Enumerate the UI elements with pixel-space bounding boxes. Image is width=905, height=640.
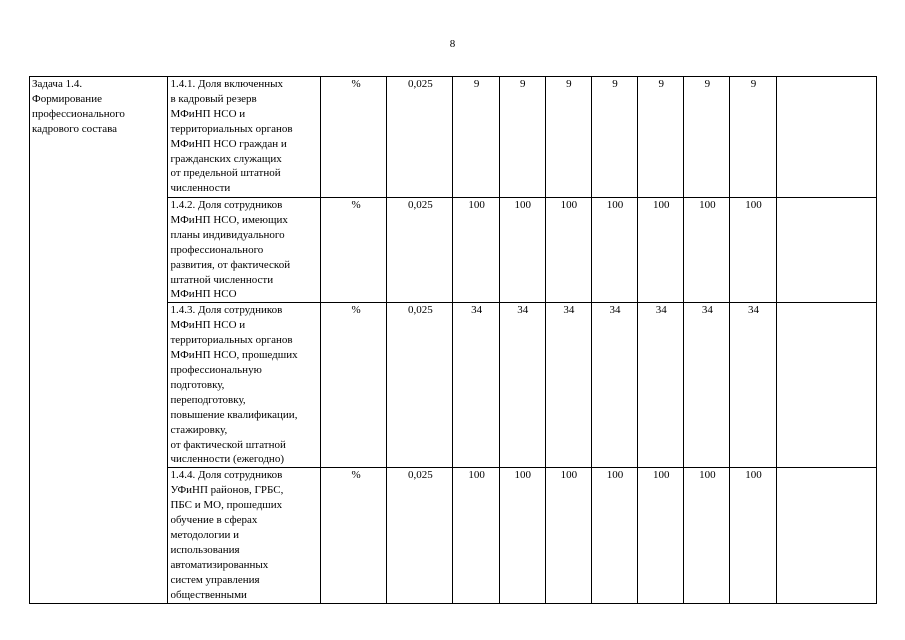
indicator-line: гражданских служащих (170, 152, 282, 165)
value-cell: 34 (638, 303, 684, 468)
indicator-line: численности (ежегодно) (170, 453, 284, 466)
note-cell (776, 468, 876, 603)
indicator-line: развития, от фактической (170, 258, 291, 271)
indicator-line: от предельной штатной (170, 167, 281, 180)
value-cell: 9 (638, 77, 684, 198)
value-cell: 100 (638, 468, 684, 603)
indicator-line: методологии и (170, 528, 240, 541)
value-cell: 100 (453, 468, 499, 603)
indicator-line: МФиНП НСО граждан и (170, 137, 287, 150)
indicator-line: МФиНП НСО и (170, 107, 246, 120)
indicator-line: профессиональную (170, 363, 262, 376)
value-cell: 34 (684, 303, 730, 468)
indicator-line: 1.4.4. Доля сотрудников (170, 469, 283, 482)
task-line: Формирование (32, 92, 102, 105)
value-cell: 34 (499, 303, 545, 468)
indicator-cell (168, 77, 321, 198)
weight-cell: 0,025 (387, 468, 453, 603)
indicator-line: стажировку, (170, 423, 228, 436)
value-cell: 100 (545, 198, 591, 303)
table-row (30, 77, 877, 198)
indicator-line: от фактической штатной (170, 438, 286, 451)
value-cell: 34 (591, 303, 637, 468)
value-cell: 100 (638, 198, 684, 303)
value-cell: 100 (684, 468, 730, 603)
indicator-line: 1.4.2. Доля сотрудников (170, 199, 283, 211)
page-number: 8 (449, 38, 456, 50)
indicator-line: УФиНП районов, ГРБС, (170, 484, 284, 497)
value-cell: 100 (453, 198, 499, 303)
value-cell: 100 (591, 198, 637, 303)
value-cell: 100 (684, 198, 730, 303)
unit-cell: % (321, 77, 387, 198)
indicator-line: территориальных органов (170, 122, 293, 135)
task-line: Задача 1.4. (32, 78, 83, 90)
indicator-line: МФиНП НСО, имеющих (170, 213, 288, 226)
indicators-table (29, 76, 877, 604)
indicator-line: штатной численности (170, 273, 274, 286)
indicator-line: обучение в сферах (170, 514, 258, 527)
value-cell: 100 (499, 468, 545, 603)
value-cell: 34 (545, 303, 591, 468)
value-cell: 9 (591, 77, 637, 198)
indicator-line: МФиНП НСО, прошедших (170, 349, 298, 362)
value-cell: 9 (545, 77, 591, 198)
indicator-line: систем управления (170, 573, 260, 586)
indicator-line: использования (170, 543, 240, 556)
indicator-line: общественными (170, 588, 247, 601)
value-cell: 100 (545, 468, 591, 603)
task-cell (30, 77, 168, 604)
value-cell: 100 (591, 468, 637, 603)
note-cell (776, 198, 876, 303)
unit-cell: % (321, 198, 387, 303)
indicator-line: численности (170, 182, 231, 195)
value-cell: 100 (499, 198, 545, 303)
unit-cell: % (321, 468, 387, 603)
value-cell: 100 (730, 468, 776, 603)
indicator-line: повышение квалификации, (170, 408, 298, 421)
indicator-line: автоматизированных (170, 558, 269, 571)
indicator-line: в кадровый резерв (170, 92, 257, 105)
indicator-line: МФиНП НСО и (170, 319, 246, 332)
value-cell: 9 (684, 77, 730, 198)
value-cell: 9 (730, 77, 776, 198)
note-cell (776, 77, 876, 198)
indicator-cell (168, 303, 321, 468)
indicator-line: ПБС и МО, прошедших (170, 499, 283, 512)
weight-cell: 0,025 (387, 303, 453, 468)
value-cell: 100 (730, 198, 776, 303)
indicator-line: 1.4.1. Доля включенных (170, 78, 284, 90)
indicator-line: 1.4.3. Доля сотрудников (170, 304, 283, 317)
value-cell: 9 (453, 77, 499, 198)
task-line: профессионального (32, 107, 125, 120)
note-cell (776, 303, 876, 468)
indicator-cell (168, 198, 321, 303)
value-cell: 34 (453, 303, 499, 468)
value-cell: 34 (730, 303, 776, 468)
indicator-line: переподготовку, (170, 393, 246, 406)
task-line: кадрового состава (32, 122, 118, 135)
indicator-line: территориальных органов (170, 334, 293, 347)
indicator-cell (168, 468, 321, 603)
weight-cell: 0,025 (387, 198, 453, 303)
indicator-line: планы индивидуального (170, 228, 285, 241)
indicator-line: МФиНП НСО (170, 288, 237, 301)
indicator-line: профессионального (170, 243, 264, 256)
weight-cell: 0,025 (387, 77, 453, 198)
indicator-line: подготовку, (170, 378, 225, 391)
unit-cell: % (321, 303, 387, 468)
value-cell: 9 (499, 77, 545, 198)
